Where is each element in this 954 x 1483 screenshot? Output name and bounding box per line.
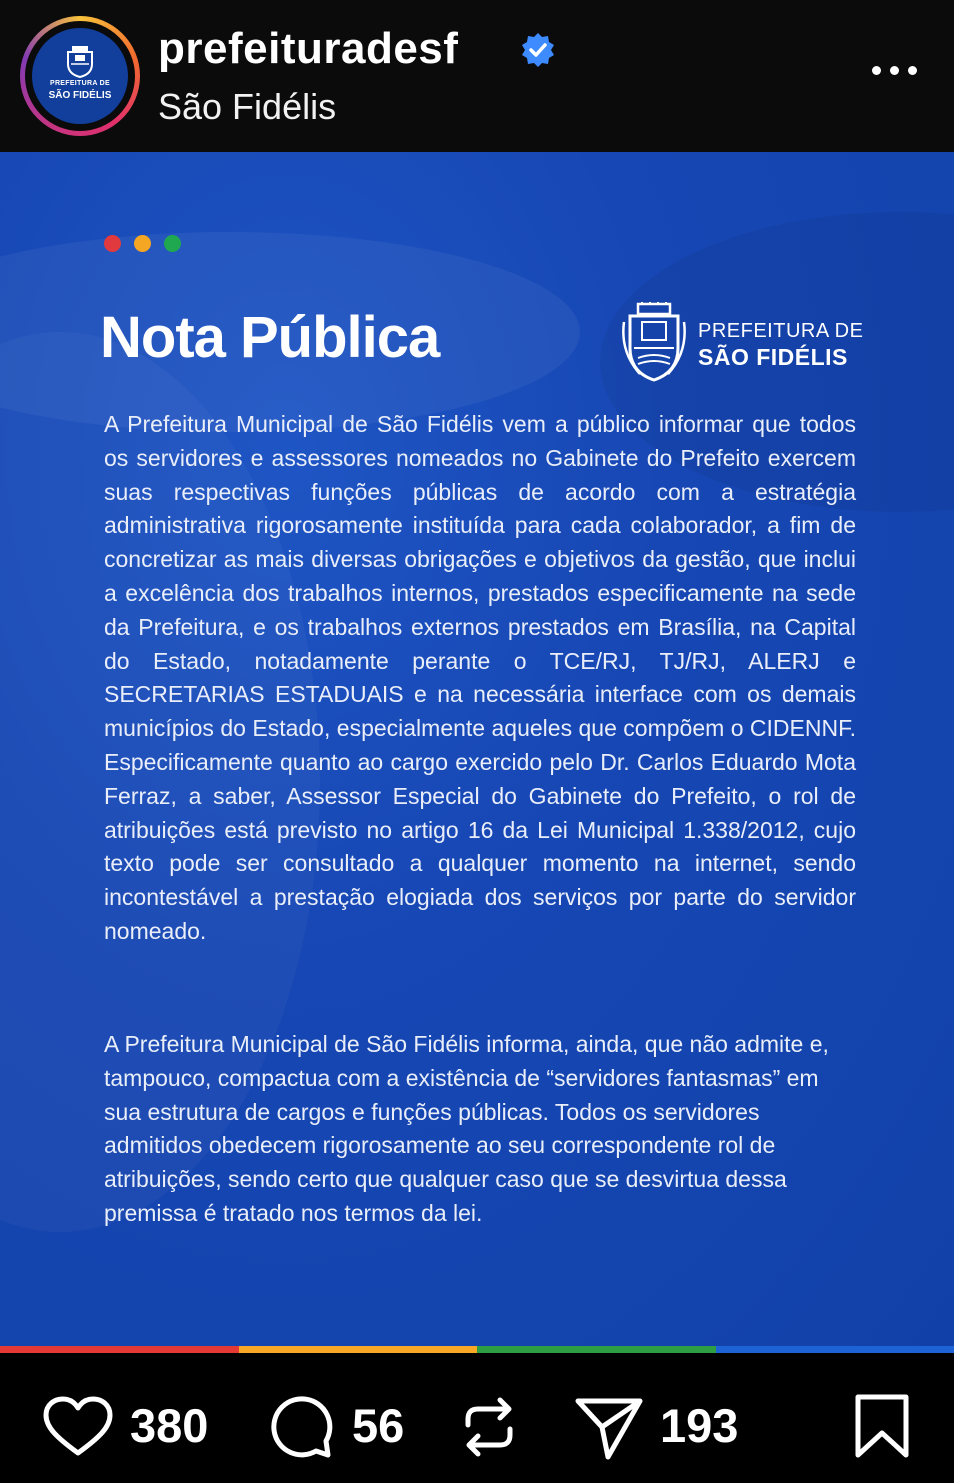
comment-count[interactable]: 56 xyxy=(352,1399,405,1452)
verified-icon xyxy=(520,32,556,68)
avatar-logo xyxy=(32,28,128,124)
crest-icon xyxy=(620,302,688,384)
yellow-dot xyxy=(134,235,151,252)
more-icon[interactable] xyxy=(866,62,926,82)
location[interactable]: São Fidélis xyxy=(158,86,337,127)
avatar-text-line1: PREFEITURA DE xyxy=(49,80,111,87)
page-title: Nota Pública xyxy=(100,305,440,370)
share-count[interactable]: 193 xyxy=(660,1399,739,1452)
action-bar xyxy=(0,1353,954,1483)
post-header xyxy=(0,0,954,152)
brand-line1: PREFEITURA DE xyxy=(698,320,864,342)
stripe-red xyxy=(0,1346,239,1353)
bookmark-icon[interactable] xyxy=(852,1393,912,1459)
brand-line2: SÃO FIDÉLIS xyxy=(698,344,848,370)
stripe-blue xyxy=(716,1346,954,1353)
paragraph-1: A Prefeitura Municipal de São Fidélis vem a público informar que todos os servidores e assessores nomeados no Gabinete do Prefeito exercem suas respectivas funções públicas de acordo com a estratégia administrativa rigorosamente instituída para cada colaborador, a fim de concretizar as mais diversas obrigações e objetivos da gestão, que inclui a excelência dos trabalhos internos, prestados especificamente na sede da Prefeitura, e os trabalhos externos prestados em Brasília, na Capital do Estado, notadamente perante o TCE/RJ, TJ/RJ, ALERJ e SECRETARIAS ESTADUAIS e na necessária interface com os demais municípios do Estado, especialmente aqueles que compõem o CIDENNF. Especificamente quanto ao cargo exercido pelo Dr. Carlos Eduardo Mota Ferraz, a saber, Assessor Especial do Gabinete do Prefeito, o rol de atribuições está previsto no artigo 16 da Lei Municipal 1.338/2012, cujo texto pode ser consultado a qualquer momento na internet, sendo incontestável a prestação elogiada dos serviços por parte do servidor nomeado. xyxy=(104,411,856,944)
crest-icon xyxy=(65,46,95,78)
comment-icon[interactable] xyxy=(266,1393,334,1461)
heart-icon[interactable] xyxy=(42,1395,114,1457)
like-count[interactable]: 380 xyxy=(130,1399,209,1452)
repost-icon[interactable] xyxy=(458,1395,520,1459)
green-dot xyxy=(164,235,181,252)
stripe-green xyxy=(477,1346,716,1353)
color-stripe xyxy=(0,1346,954,1353)
stripe-yellow xyxy=(239,1346,478,1353)
profile-avatar[interactable] xyxy=(20,16,140,136)
send-icon[interactable] xyxy=(574,1395,644,1461)
avatar-text-line2: SÃO FIDÉLIS xyxy=(48,90,112,101)
paragraph-2: A Prefeitura Municipal de São Fidélis informa, ainda, que não admite e, tampouco, compactua com a existência de “servidores fantasmas” em sua estrutura de cargos e funções públicas. Todos os servidores admitidos obedecem rigorosamente ao seu correspondente rol de atribuições, sendo certo que qualquer caso que se desvirtua dessa premissa é tratado nos termos da lei. xyxy=(104,1031,829,1226)
username[interactable]: prefeituradesf xyxy=(158,24,459,73)
red-dot xyxy=(104,235,121,252)
post-image xyxy=(0,152,954,1348)
